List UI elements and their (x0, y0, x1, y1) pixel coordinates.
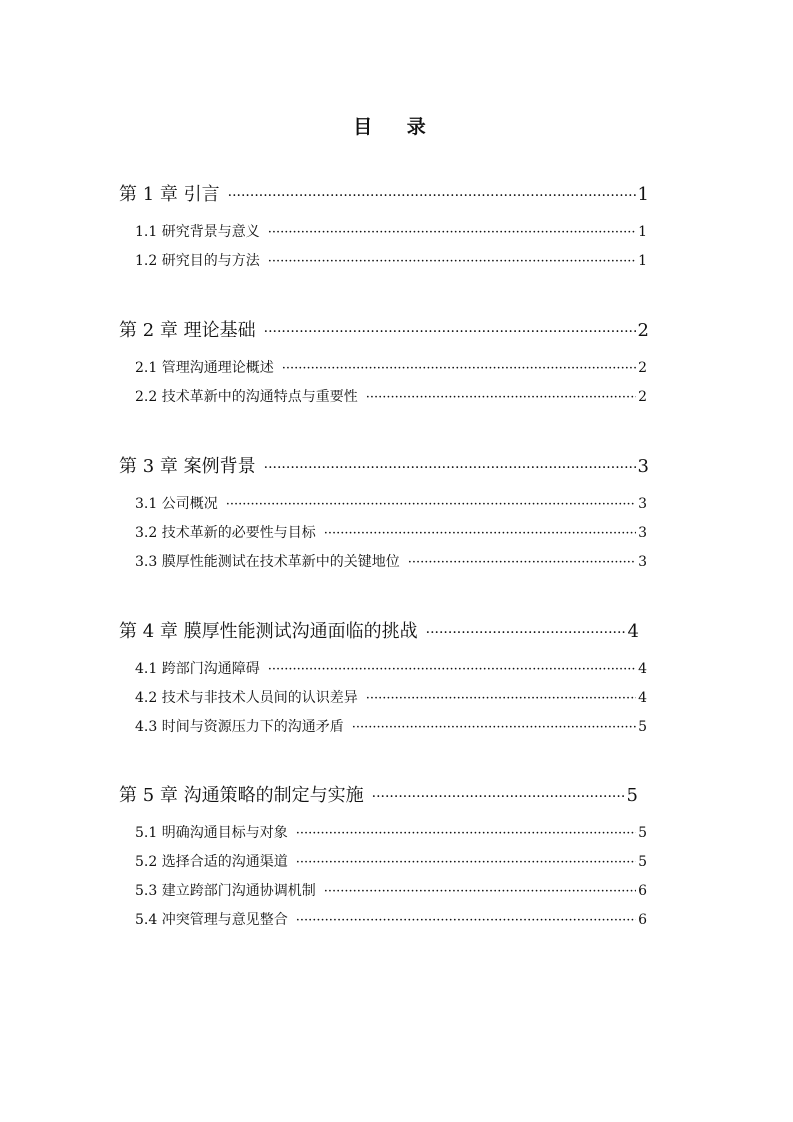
dot-leader (296, 855, 636, 870)
toc-page-number: 3 (637, 456, 649, 477)
toc-title: 目 录 (353, 116, 440, 138)
toc-section-label: 5.3 建立跨部门沟通协调机制 (135, 883, 316, 899)
toc-page-number: 6 (638, 912, 647, 928)
dot-leader (324, 884, 636, 899)
dot-leader (296, 826, 636, 841)
toc-section-label: 1.2 研究目的与方法 (135, 253, 260, 269)
toc-page-number: 1 (638, 224, 647, 240)
toc-chapter-2[interactable] (119, 316, 649, 342)
toc-chapter-label: 第 4 章 膜厚性能测试沟通面临的挑战 (119, 621, 418, 642)
toc-page-number: 5 (626, 785, 638, 806)
dot-leader (226, 497, 636, 512)
toc-page-number: 1 (638, 253, 647, 269)
toc-page-number: 5 (638, 825, 647, 841)
toc-section-label: 4.3 时间与资源压力下的沟通矛盾 (135, 719, 344, 735)
toc-chapter-label: 第 1 章 引言 (119, 184, 220, 205)
toc-chapter-label: 第 2 章 理论基础 (119, 320, 256, 341)
dot-leader (268, 225, 636, 240)
toc-section-label: 3.3 膜厚性能测试在技术革新中的关键地位 (135, 554, 400, 570)
toc-section-5-1[interactable] (135, 822, 647, 842)
dot-leader (264, 324, 636, 340)
toc-section-label: 3.2 技术革新的必要性与目标 (135, 525, 316, 541)
dot-leader (366, 390, 636, 405)
toc-section-4-3[interactable] (135, 716, 647, 736)
toc-page-number: 3 (638, 554, 647, 570)
toc-section-label: 2.1 管理沟通理论概述 (135, 360, 274, 376)
dot-leader (324, 526, 636, 541)
toc-section-3-1[interactable] (135, 493, 647, 513)
toc-chapter-label: 第 5 章 沟通策略的制定与实施 (119, 785, 364, 806)
dot-leader (282, 361, 636, 376)
toc-chapter-4[interactable] (119, 617, 639, 643)
dot-leader (264, 460, 636, 476)
toc-section-5-3[interactable] (135, 880, 647, 900)
toc-section-label: 5.4 冲突管理与意见整合 (135, 912, 288, 928)
toc-section-5-4[interactable] (135, 909, 647, 929)
dot-leader (352, 720, 636, 735)
toc-chapter-1[interactable] (119, 180, 649, 206)
toc-section-label: 5.2 选择合适的沟通渠道 (135, 854, 288, 870)
toc-section-3-2[interactable] (135, 522, 647, 542)
toc-section-label: 4.2 技术与非技术人员间的认识差异 (135, 690, 358, 706)
toc-page-number: 6 (638, 883, 647, 899)
toc-page-number: 4 (627, 621, 639, 642)
toc-section-label: 4.1 跨部门沟通障碍 (135, 661, 260, 677)
toc-section-2-2[interactable] (135, 386, 647, 406)
dot-leader (408, 555, 636, 570)
toc-section-label: 1.1 研究背景与意义 (135, 224, 260, 240)
toc-section-label: 3.1 公司概况 (135, 496, 218, 512)
dot-leader (268, 254, 636, 269)
toc-section-4-1[interactable] (135, 658, 647, 678)
toc-section-3-3[interactable] (135, 551, 647, 571)
toc-page-number: 5 (638, 854, 647, 870)
toc-section-4-2[interactable] (135, 687, 647, 707)
toc-section-label: 2.2 技术革新中的沟通特点与重要性 (135, 389, 358, 405)
toc-chapter-label: 第 3 章 案例背景 (119, 456, 256, 477)
dot-leader (268, 662, 636, 677)
dot-leader (426, 625, 626, 641)
toc-page-number: 2 (638, 389, 647, 405)
toc-page-number: 4 (638, 661, 647, 677)
toc-chapter-3[interactable] (119, 452, 649, 478)
toc-page-number: 3 (638, 496, 647, 512)
dot-leader (366, 691, 636, 706)
toc-section-label: 5.1 明确沟通目标与对象 (135, 825, 288, 841)
toc-page-number: 1 (637, 184, 649, 205)
toc-section-1-1[interactable] (135, 221, 647, 241)
toc-page-number: 2 (637, 320, 649, 341)
toc-section-1-2[interactable] (135, 250, 647, 270)
toc-chapter-5[interactable] (119, 781, 638, 807)
toc-page-number: 2 (638, 360, 647, 376)
toc-page-number: 5 (638, 719, 647, 735)
toc-section-2-1[interactable] (135, 357, 647, 377)
dot-leader (296, 913, 636, 928)
toc-page-number: 4 (638, 690, 647, 706)
toc-section-5-2[interactable] (135, 851, 647, 871)
dot-leader (228, 188, 636, 204)
toc-page-number: 3 (638, 525, 647, 541)
dot-leader (372, 789, 625, 805)
